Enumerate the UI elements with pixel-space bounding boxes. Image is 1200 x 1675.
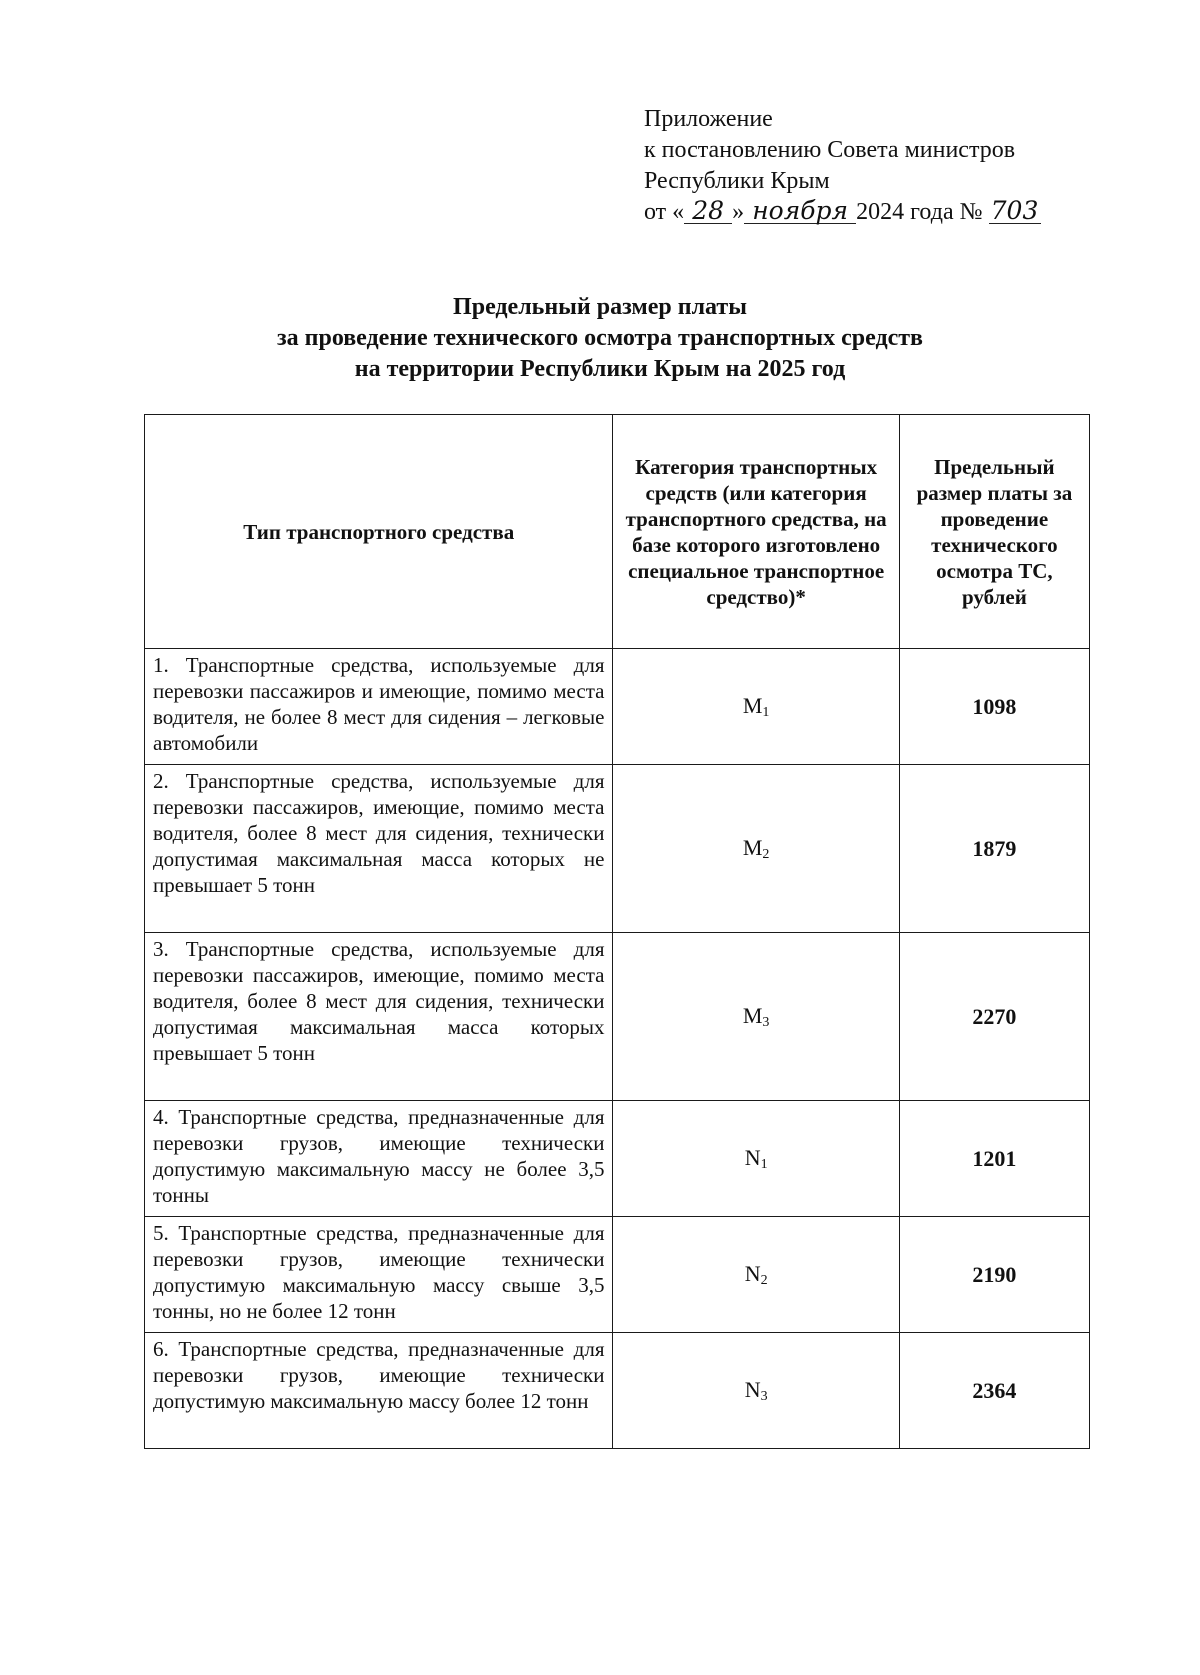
title-line-1: Предельный размер платы [453, 294, 747, 320]
row-category [613, 1217, 899, 1333]
row-fee: 1201 [899, 1101, 1089, 1217]
category-index: 2 [762, 846, 770, 862]
row-description: 4. Транспортные средства, предназначенные для перевозки грузов, имеющие технически допустимую максимальную массу не более 3,5 тонны [145, 1101, 613, 1217]
category-index: 3 [760, 1388, 768, 1404]
category-letter: M [742, 1002, 763, 1028]
table-row [145, 1217, 1090, 1333]
header-fee: Предельный размер платы за проведение технического осмотра ТС, рублей [899, 415, 1089, 649]
date-mid: » [732, 199, 745, 225]
date-prefix: от « [644, 199, 685, 225]
category-index: 1 [762, 704, 770, 720]
category-letter: M [742, 692, 763, 718]
category-letter: N [744, 1260, 761, 1286]
row-category [613, 1333, 899, 1449]
header-vehicle-type: Тип транспортного средства [145, 415, 613, 649]
handwritten-doc-number: 703 [989, 199, 1041, 224]
table-row [145, 1101, 1090, 1217]
appendix-line-2: к постановлению Совета министров [644, 137, 1016, 163]
row-fee: 2270 [899, 933, 1089, 1101]
table-row [145, 1333, 1090, 1449]
category-index: 3 [762, 1014, 770, 1030]
handwritten-date-month: ноября [744, 199, 856, 224]
row-description: 1. Транспортные средства, используемые для перевозки пассажиров и имеющие, помимо места водителя, не более 8 мест для сидения – легковые автомобили [145, 649, 613, 765]
category-letter: N [744, 1376, 761, 1402]
row-fee: 2364 [899, 1333, 1089, 1449]
row-category [613, 765, 899, 933]
table-header-row [145, 415, 1090, 649]
row-category [613, 649, 899, 765]
date-year: 2024 года № [856, 199, 983, 225]
category-letter: N [744, 1144, 761, 1170]
row-description: 5. Транспортные средства, предназначенные для перевозки грузов, имеющие технически допустимую максимальную массу свыше 3,5 тонны, но не более 12 тонн [145, 1217, 613, 1333]
appendix-line-3: Республики Крым [644, 168, 830, 194]
appendix-date-line [644, 197, 1104, 228]
fees-table [144, 414, 1090, 1449]
table-row [145, 765, 1090, 933]
table-row [145, 649, 1090, 765]
row-fee: 1098 [899, 649, 1089, 765]
row-description: 2. Транспортные средства, используемые для перевозки пассажиров, имеющие, помимо места водителя, более 8 мест для сидения, технически допустимая максимальная масса которых не превышает 5 тонн [145, 765, 613, 933]
category-letter: M [742, 834, 763, 860]
row-fee: 2190 [899, 1217, 1089, 1333]
row-category [613, 1101, 899, 1217]
category-index: 2 [760, 1272, 768, 1288]
table-row [145, 933, 1090, 1101]
title-line-2: за проведение технического осмотра транспортных средств [277, 325, 923, 351]
category-index: 1 [760, 1156, 768, 1172]
title-line-3: на территории Республики Крым на 2025 год [354, 356, 846, 382]
row-category [613, 933, 899, 1101]
row-fee: 1879 [899, 765, 1089, 933]
header-vehicle-category: Категория транспортных средств (или категория транспортного средства, на базе которого изготовлено специальное транспортное средство)* [613, 415, 899, 649]
appendix-line-1: Приложение [644, 106, 773, 132]
handwritten-date-day: 28 [684, 199, 732, 224]
row-description: 3. Транспортные средства, используемые для перевозки пассажиров, имеющие, помимо места водителя, более 8 мест для сидения, технически допустимая максимальная масса которых превышает 5 тонн [145, 933, 613, 1101]
appendix-block [644, 104, 1104, 228]
row-description: 6. Транспортные средства, предназначенные для перевозки грузов, имеющие технически допустимую максимальную массу более 12 тонн [145, 1333, 613, 1449]
document-title [0, 292, 1200, 385]
